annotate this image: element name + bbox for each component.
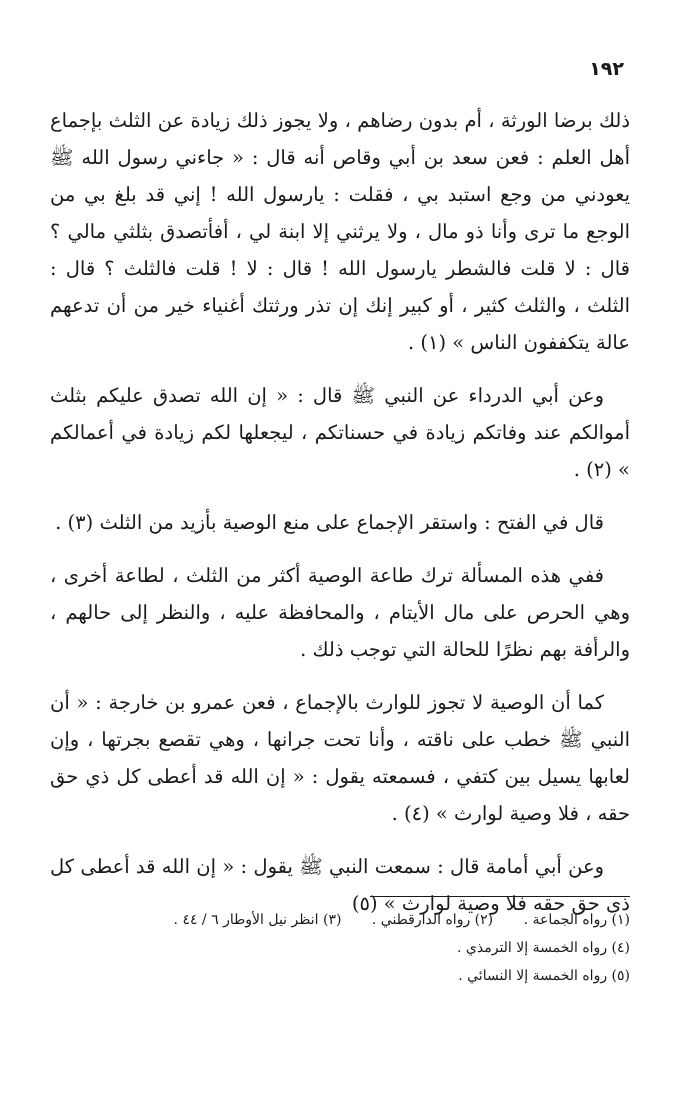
paragraph-3: قال في الفتح : واستقر الإجماع على منع الوصية بأزيد من الثلث (٣) . — [55, 511, 604, 534]
page-number: ١٩٢ — [589, 58, 624, 80]
paragraph-5: كما أن الوصية لا تجوز للوارث بالإجماع ، فعن عمرو بن خارجة : « أن النبي ﷺ خطب على ناقته ، وأنا تحت جرانها ، وهي تقصع بجرتها ، وإن لعابها يسيل بين كتفي ، فسمعته يقول : « إن الله قد أعطى كل ذي حق حقه ، فلا وصية لوارث » (٤) . — [50, 691, 630, 825]
main-text — [50, 102, 630, 938]
footnote-4: (٤) رواه الخمسة إلا الترمذي . — [457, 940, 630, 956]
footnote-3: (٣) انظر نيل الأوطار ٦ / ٤٤ . — [173, 912, 342, 928]
paragraph-4: ففي هذه المسألة ترك طاعة الوصية أكثر من الثلث ، لطاعة أخرى ، وهي الحرص على مال الأيتام ، والمحافظة عليه ، والنظر إلى حالهم ، والرأفة بهم نظرًا للحالة التي توجب ذلك . — [50, 564, 630, 661]
footnote-line-1 — [50, 906, 630, 934]
paragraph-6: وعن أبي أمامة قال : سمعت النبي ﷺ يقول : « إن الله قد أعطى كل ذى حق حقه فلا وصية لوارث » (٥) — [50, 855, 630, 915]
footnote-1: (١) رواه الجماعة . — [523, 912, 630, 928]
footnotes-divider — [370, 896, 630, 897]
footnote-5: (٥) رواه الخمسة إلا النسائي . — [458, 968, 630, 984]
paragraph-1: ذلك برضا الورثة ، أم بدون رضاهم ، ولا يجوز ذلك زيادة عن الثلث بإجماع أهل العلم : فعن سعد بن أبي وقاص أنه قال : « جاءني رسول الله ﷺ يعودني من وجع استبد بي ، فقلت : يارسول الله ! إني قد بلغ بي من الوجع ما ترى وأنا ذو مال ، ولا يرثني إلا ابنة لي ، أفأتصدق بثلثي مالي ؟ قال : لا قلت فالشطر يارسول الله ! قال : لا ! قلت فالثلث ؟ قال : الثلث ، والثلث كثير ، أو كبير إنك إن تذر ورثتك أغنياء خير من أن تدعهم عالة يتكففون الناس » (١) . — [50, 109, 630, 354]
footnotes — [50, 906, 630, 990]
footnote-2: (٢) رواه الدارقطني . — [371, 912, 494, 928]
paragraph-2: وعن أبي الدرداء عن النبي ﷺ قال : « إن الله تصدق عليكم بثلث أموالكم عند وفاتكم زيادة في حسناتكم ، ليجعلها لكم زيادة في أعمالكم » (٢) . — [50, 384, 630, 481]
